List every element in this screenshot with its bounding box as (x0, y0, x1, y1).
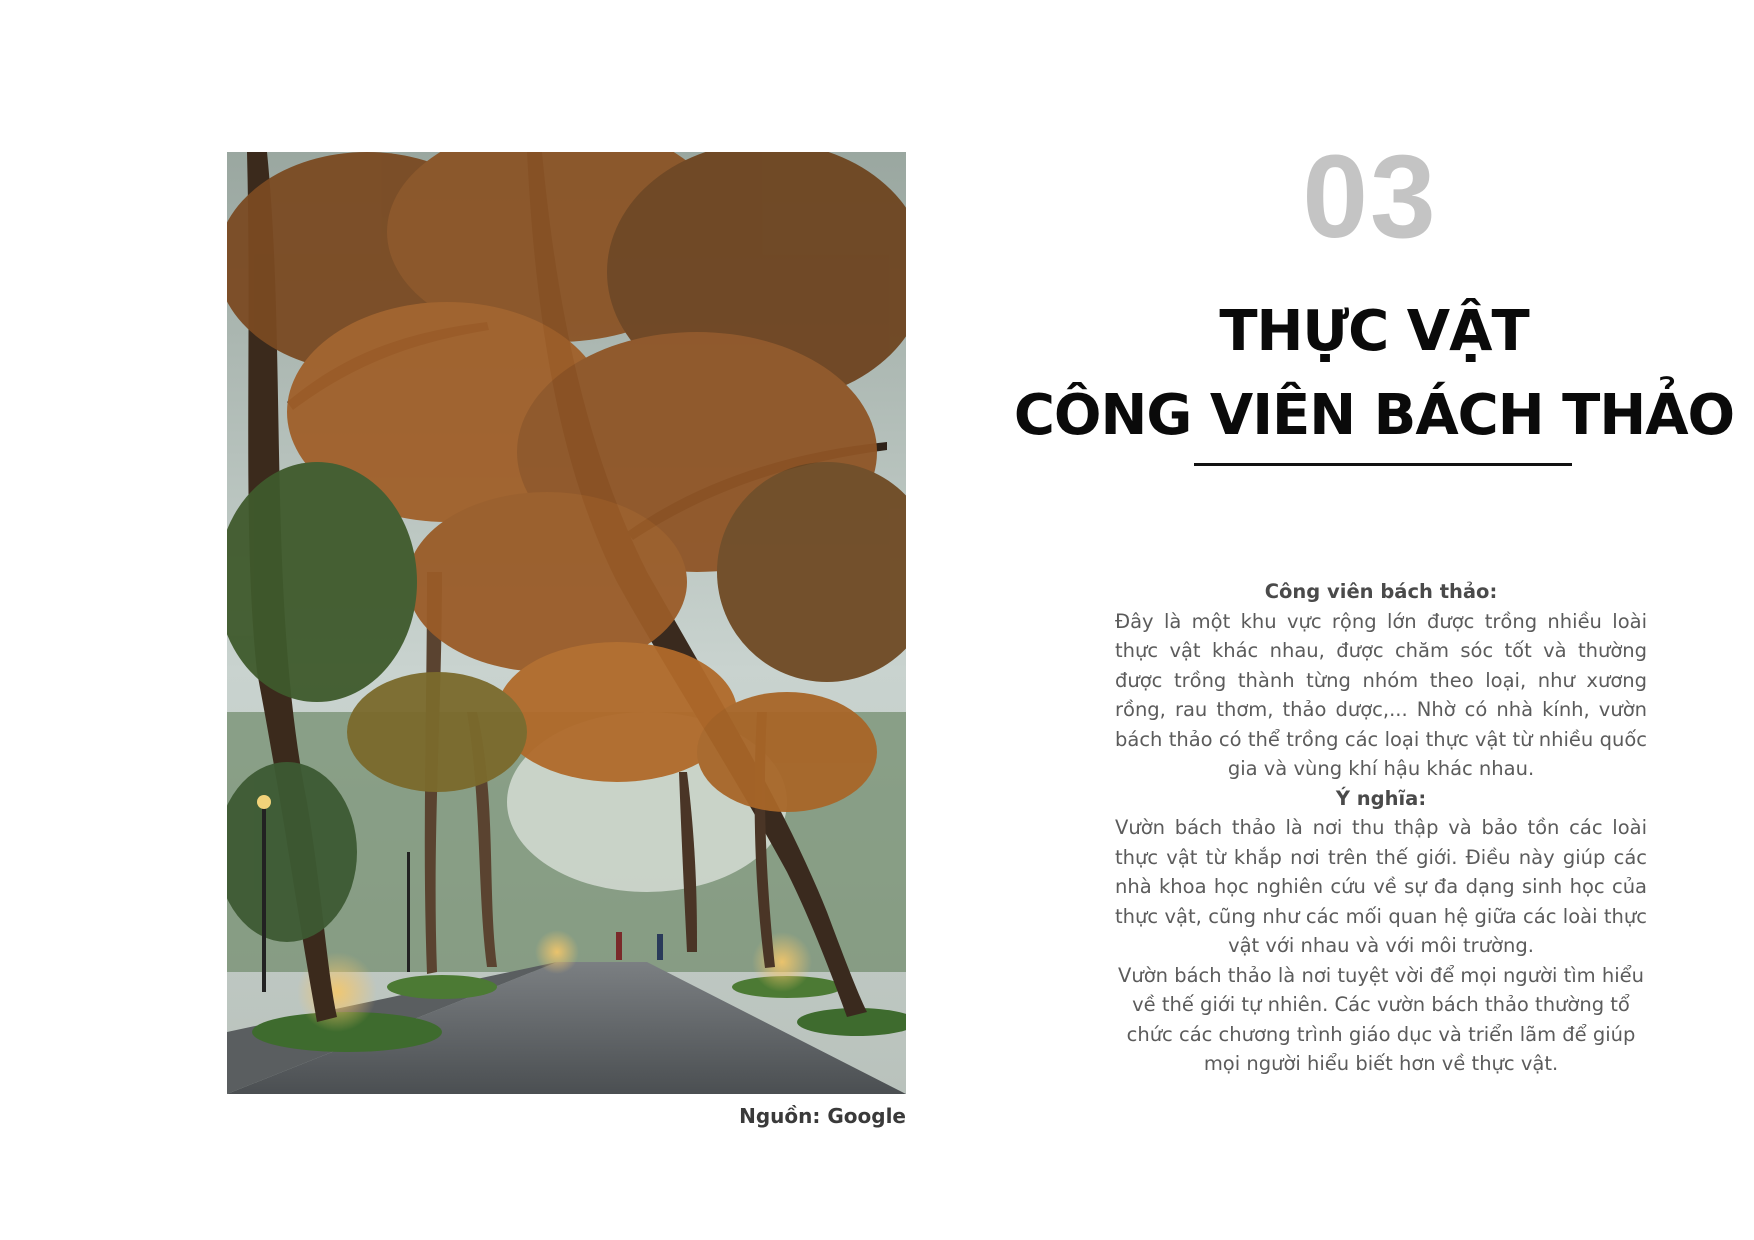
paragraph-education: Vườn bách thảo là nơi tuyệt vời để mọi người tìm hiểu về thế giới tự nhiên. Các vườn bách thảo thường tổ chức các chương trình giáo dục và triển lãm để giúp mọi người hiểu biết hơn về thực vật. (1118, 963, 1644, 1075)
section-number: 03 (1302, 131, 1438, 263)
title-line-1: THỰC VẬT (1219, 299, 1529, 364)
title-divider (1194, 463, 1572, 466)
paragraph-description: Đây là một khu vực rộng lớn được trồng nhiều loài thực vật khác nhau, được chăm sóc tốt và thường được trồng thành từng nhóm theo loại, như xương rồng, rau thơm, thảo dược,... Nhờ có nhà kính, vườn bách thảo có thể trồng các loại thực vật từ nhiều quốc gia và vùng khí hậu khác nhau. (1115, 609, 1647, 780)
park-tree-illustration (227, 152, 906, 1094)
photo-caption: Nguồn: Google (739, 1104, 906, 1128)
heading-cong-vien: Công viên bách thảo: (1264, 580, 1498, 603)
heading-y-nghia: Ý nghĩa: (1335, 786, 1427, 810)
park-photo (227, 152, 906, 1094)
paragraph-meaning: Vườn bách thảo là nơi thu thập và bảo tồn các loài thực vật từ khắp nơi trên thế giới. Điều này giúp các nhà khoa học nghiên cứu về sự đa dạng sinh học của thực vật, cũng như các mối quan hệ giữa các loài thực vật với nhau và với môi trường. (1115, 816, 1647, 957)
page-title (1004, 290, 1744, 458)
title-line-2: CÔNG VIÊN BÁCH THẢO (1013, 383, 1735, 448)
body-text (1115, 577, 1647, 1079)
